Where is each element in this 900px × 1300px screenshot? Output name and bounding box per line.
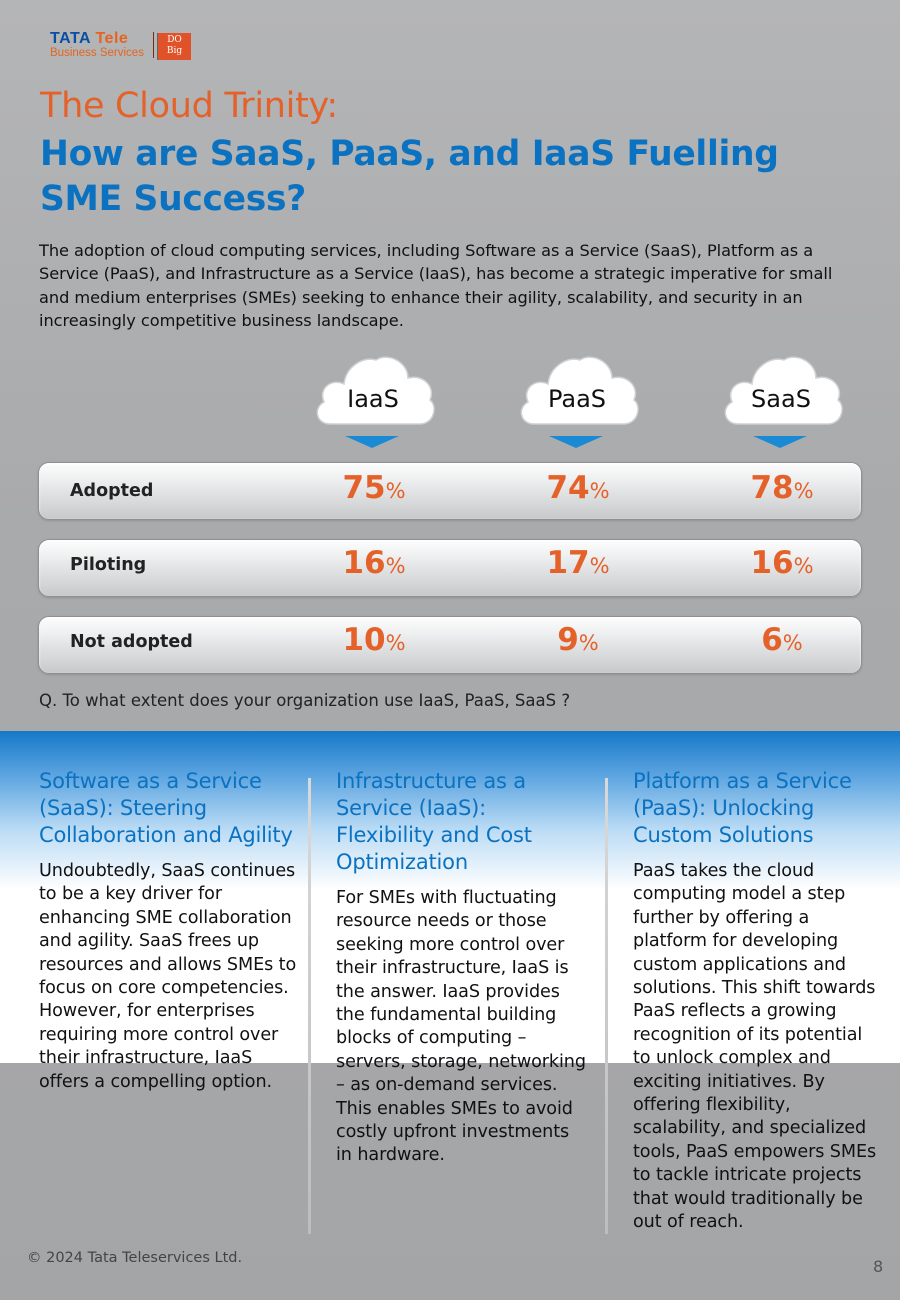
value-saas: 16% bbox=[750, 545, 814, 581]
value-paas: 9% bbox=[557, 622, 599, 658]
column-heading: Infrastructure as a Service (IaaS): Flexibility and Cost Optimization bbox=[336, 769, 532, 874]
value-paas: 74% bbox=[546, 470, 610, 506]
tata-tele-logo bbox=[50, 30, 200, 62]
cloud-pointer bbox=[753, 436, 807, 448]
column-divider bbox=[605, 778, 608, 1234]
cloud-paas bbox=[516, 348, 646, 452]
column-heading: Platform as a Service (PaaS): Unlocking Custom Solutions bbox=[633, 769, 852, 847]
logo-brand: TATA Tele bbox=[50, 30, 129, 47]
logo-divider bbox=[153, 32, 154, 58]
cloud-pointer bbox=[345, 436, 399, 448]
intro-paragraph: The adoption of cloud computing services, including Software as a Service (SaaS), Platform as a Service (PaaS), and Infrastructure as a Service (IaaS), has become a strategic imperative for small and medium enterprises (SMEs) seeking to enhance their agility, scalability, and security in an increasingly competitive business landscape. bbox=[39, 241, 833, 331]
column-body: For SMEs with fluctuating resource needs or those seeking more control over their infrastructure, IaaS is the answer. IaaS provides the fundamental building blocks of computing – servers, storage, networking – as on-demand services. This enables SMEs to avoid costly upfront investments in hardware. bbox=[336, 888, 586, 1166]
page-title-line2: How are SaaS, PaaS, and IaaS Fuelling SME Success? bbox=[40, 134, 779, 219]
row-label: Not adopted bbox=[70, 632, 193, 652]
cloud-label-saas: SaaS bbox=[751, 385, 811, 413]
do-big-badge: DO Big bbox=[157, 33, 191, 60]
column-heading: Software as a Service (SaaS): Steering Collaboration and Agility bbox=[39, 769, 293, 847]
cloud-label-paas: PaaS bbox=[547, 385, 607, 413]
value-saas: 78% bbox=[750, 470, 814, 506]
row-adopted bbox=[38, 462, 862, 520]
value-iaas: 10% bbox=[342, 622, 406, 658]
column-saas bbox=[39, 768, 301, 1094]
row-label: Piloting bbox=[70, 555, 147, 575]
row-piloting bbox=[38, 539, 862, 597]
cloud-pointer bbox=[549, 436, 603, 448]
logo-subtitle: Business Services bbox=[50, 47, 144, 59]
value-paas: 17% bbox=[546, 545, 610, 581]
value-iaas: 75% bbox=[342, 470, 406, 506]
page-number: 8 bbox=[873, 1257, 884, 1276]
cloud-label-iaas: IaaS bbox=[347, 385, 399, 413]
value-saas: 6% bbox=[761, 622, 803, 658]
column-body: PaaS takes the cloud computing model a step further by offering a platform for developing custom applications and solutions. This shift towards PaaS reflects a growing recognition of its potential to unlock complex and exciting initiatives. By offering flexibility, scalability, and specialized tools, PaaS empowers SMEs to tackle intricate projects that would traditionally be out of reach. bbox=[633, 861, 877, 1233]
survey-question: Q. To what extent does your organization use IaaS, PaaS, SaaS ? bbox=[39, 691, 571, 710]
row-not-adopted bbox=[38, 616, 862, 674]
value-iaas: 16% bbox=[342, 545, 406, 581]
column-divider bbox=[308, 778, 311, 1234]
cloud-saas bbox=[720, 348, 850, 452]
cloud-iaas bbox=[312, 348, 442, 452]
row-label: Adopted bbox=[70, 481, 154, 501]
page-title-line1: The Cloud Trinity: bbox=[40, 86, 338, 126]
column-iaas bbox=[336, 768, 586, 1168]
column-body: Undoubtedly, SaaS continues to be a key driver for enhancing SME collaboration and agility. SaaS frees up resources and allows SMEs to focus on core competencies. However, for enterprises requiring more control over their infrastructure, IaaS offers a compelling option. bbox=[39, 861, 297, 1092]
column-paas bbox=[633, 768, 883, 1235]
copyright-footer: © 2024 Tata Teleservices Ltd. bbox=[27, 1250, 243, 1266]
